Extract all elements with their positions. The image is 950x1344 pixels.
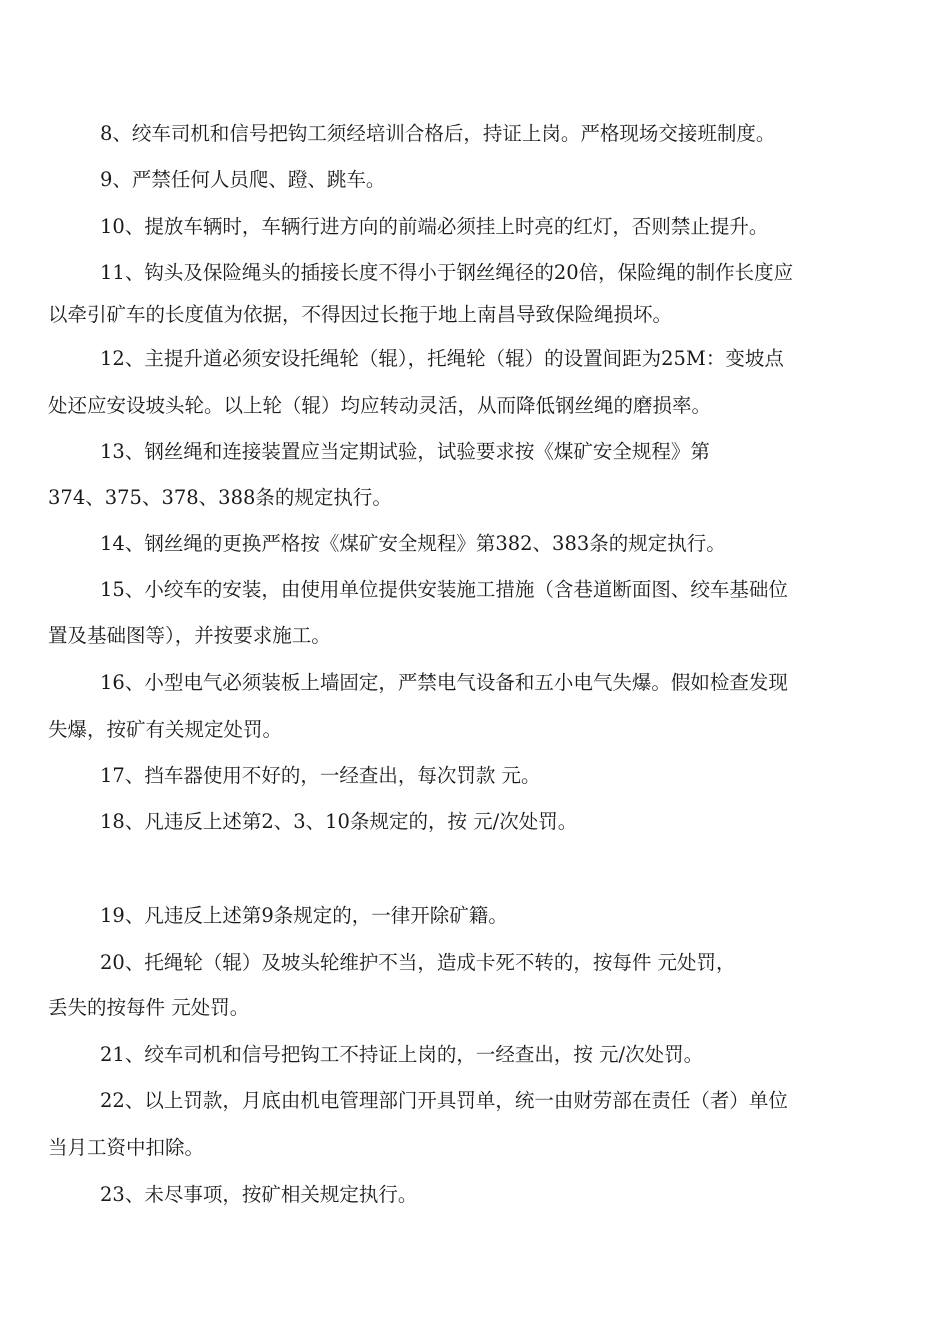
clause-9: 9、严禁任何人员爬、蹬、跳车。 bbox=[100, 168, 386, 191]
clause-10: 10、提放车辆时，车辆行进方向的前端必须挂上时亮的红灯，否则禁止提升。 bbox=[100, 215, 769, 238]
clause-23: 23、未尽事项，按矿相关规定执行。 bbox=[100, 1183, 418, 1206]
clause-12: 12、主提升道必须安设托绳轮（辊），托绳轮（辊）的设置间距为25M：变坡点 bbox=[100, 347, 784, 370]
clause-20: 20、托绳轮（辊）及坡头轮维护不当，造成卡死不转的，按每件 元处罚， bbox=[100, 951, 736, 974]
clause-22-continued: 当月工资中扣除。 bbox=[48, 1136, 205, 1159]
clause-8: 8、绞车司机和信号把钩工须经培训合格后，持证上岗。严格现场交接班制度。 bbox=[100, 122, 776, 145]
clause-22: 22、以上罚款，月底由机电管理部门开具罚单，统一由财劳部在责任（者）单位 bbox=[100, 1089, 788, 1112]
clause-11: 11、钩头及保险绳头的插接长度不得小于钢丝绳径的20倍，保险绳的制作长度应 bbox=[100, 261, 794, 284]
clause-13-continued: 374、375、378、388条的规定执行。 bbox=[48, 486, 392, 509]
clause-12-continued: 处还应安设坡头轮。以上轮（辊）均应转动灵活，从而降低钢丝绳的磨损率。 bbox=[48, 394, 712, 417]
clause-15: 15、小绞车的安装，由使用单位提供安装施工措施（含巷道断面图、绞车基础位 bbox=[100, 578, 788, 601]
clause-21: 21、绞车司机和信号把钩工不持证上岗的，一经查出，按 元/次处罚。 bbox=[100, 1043, 704, 1066]
clause-14: 14、钢丝绳的更换严格按《煤矿安全规程》第382、383条的规定执行。 bbox=[100, 532, 726, 555]
clause-19: 19、凡违反上述第9条规定的，一律开除矿籍。 bbox=[100, 904, 508, 927]
clause-16: 16、小型电气必须装板上墙固定，严禁电气设备和五小电气失爆。假如检查发现 bbox=[100, 671, 788, 694]
clause-13: 13、钢丝绳和连接装置应当定期试验，试验要求按《煤矿安全规程》第 bbox=[100, 440, 710, 463]
clause-18: 18、凡违反上述第2、3、10条规定的，按 元/次处罚。 bbox=[100, 810, 578, 833]
clause-17: 17、挡车器使用不好的，一经查出，每次罚款 元。 bbox=[100, 764, 541, 787]
clause-11-continued: 以牵引矿车的长度值为依据，不得因过长拖于地上南昌导致保险绳损坏。 bbox=[48, 303, 673, 326]
clause-15-continued: 置及基础图等），并按要求施工。 bbox=[48, 624, 331, 647]
clause-20-continued: 丢失的按每件 元处罚。 bbox=[48, 996, 250, 1019]
clause-16-continued: 失爆，按矿有关规定处罚。 bbox=[48, 718, 283, 741]
